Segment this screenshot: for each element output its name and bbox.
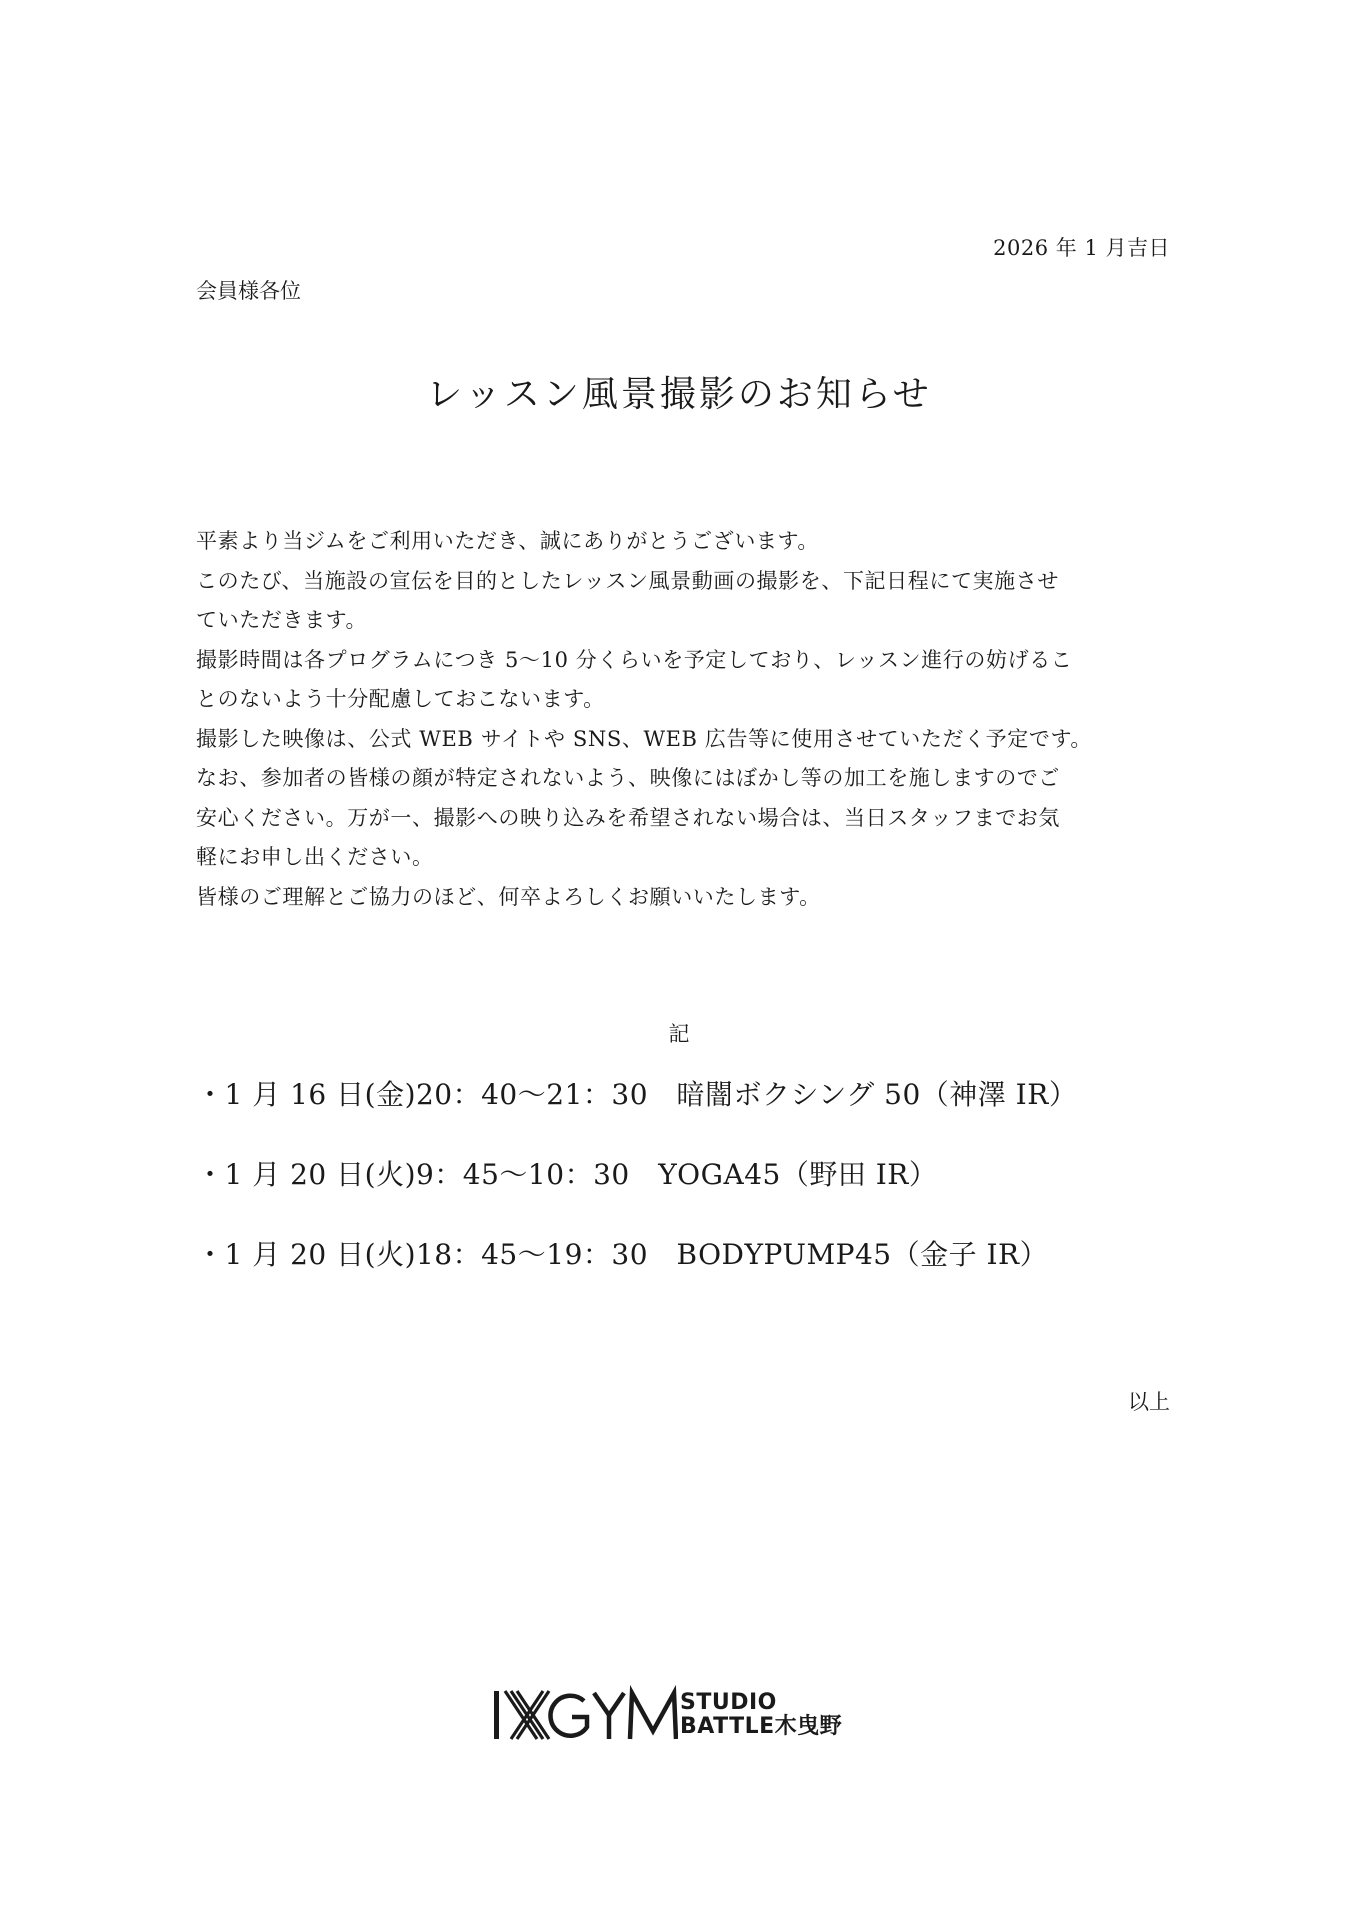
body-line: 皆様のご理解とご協力のほど、何卒よろしくお願いいたします。	[196, 884, 821, 909]
closing-text: 以上	[1128, 1390, 1170, 1414]
body-line: このたび、当施設の宣伝を目的としたレッスン風景動画の撮影を、下記日程にて実施させ	[196, 568, 1059, 593]
body-line: 平素より当ジムをご利用いただき、誠にありがとうございます。	[196, 529, 820, 553]
document-title: レッスン風景撮影のお知らせ	[426, 374, 932, 415]
body-line: とのないよう十分配慮しておこないます。	[196, 687, 605, 711]
brand-logo	[492, 1683, 842, 1747]
ixgym-logo-mark-icon	[492, 1685, 678, 1745]
body-line: 軽にお申し出ください。	[196, 845, 434, 869]
body-line: 撮影した映像は、公式 WEB サイトや SNS、WEB 広告等に使用させていただく予定です。	[196, 726, 1092, 751]
document-date: 2026 年 1 月吉日	[993, 236, 1170, 260]
body-text	[196, 522, 1176, 917]
schedule-item: ・1 月 20 日(火)9：45～10：30 YOGA45（野田 IR）	[196, 1158, 938, 1191]
body-line: なお、参加者の皆様の顔が特定されないよう、映像にはぼかし等の加工を施しますのでご	[196, 766, 1060, 790]
body-line: 安心ください。万が一、撮影への映り込みを希望されない場合は、当日スタッフまでお気	[196, 805, 1060, 830]
logo-line-battle: BATTLE木曳野	[680, 1714, 843, 1739]
body-line: ていただきます。	[196, 608, 368, 632]
body-line: 撮影時間は各プログラムにつき 5～10 分くらいを予定しており、レッスン進行の妨げるこ	[196, 647, 1073, 672]
logo-line-studio: STUDIO	[680, 1690, 777, 1715]
logo-text	[680, 1691, 842, 1739]
schedule-item: ・1 月 16 日(金)20：40～21：30 暗闇ボクシング 50（神澤 IR）	[196, 1078, 1078, 1111]
schedule-item: ・1 月 20 日(火)18：45～19：30 BODYPUMP45（金子 IR）	[196, 1238, 1049, 1271]
ki-heading: 記	[668, 1022, 690, 1046]
addressee: 会員様各位	[196, 279, 301, 303]
schedule-list	[196, 1070, 1196, 1310]
